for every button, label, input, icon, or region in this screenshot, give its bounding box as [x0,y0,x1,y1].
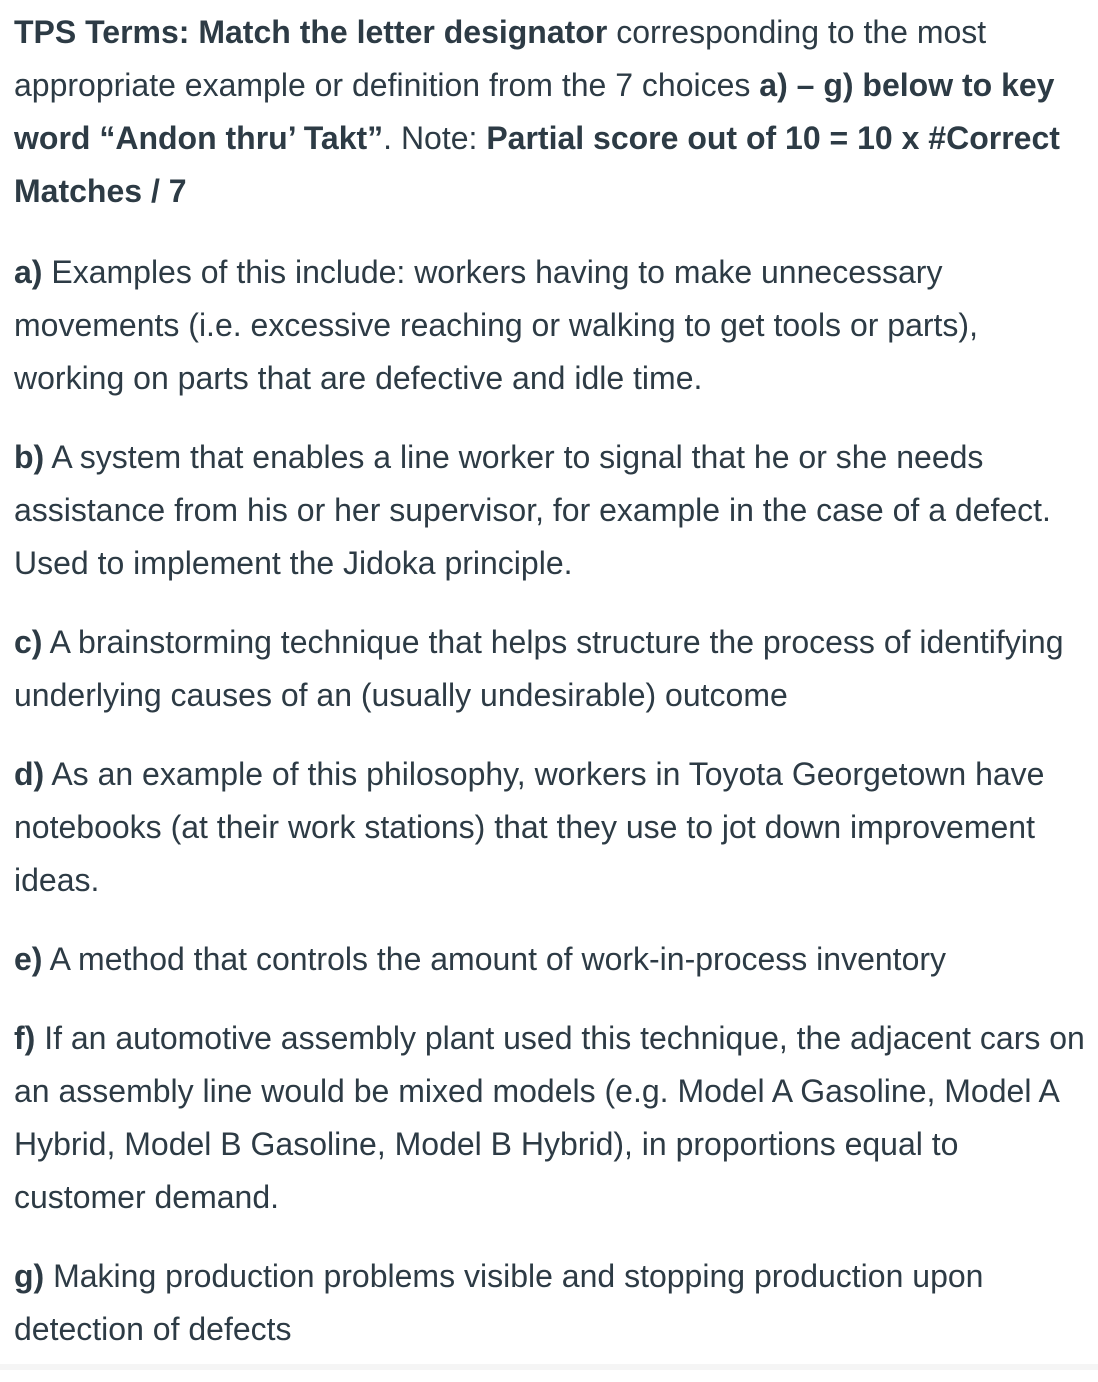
choices-range: a) – g) below to key word “Andon thru’ Takt” [14,67,1055,156]
choice-letter: d) [14,756,45,792]
choice-text: A method that controls the amount of work-in-process inventory [42,941,947,977]
choice-text: Examples of this include: workers having to make unnecessary movements (i.e. excessive reaching or walking to get tools or parts), working on parts that are defective and idle time. [14,254,978,396]
page-bottom-edge [0,1364,1098,1370]
scoring-rule: Partial score out of 10 = 10 x #Correct Matches / 7 [14,120,1060,209]
choice-f [14,1012,1092,1224]
choice-text: A brainstorming technique that helps structure the process of identifying underlying causes of an (usually undesirable) outcome [14,624,1064,713]
choice-e [14,933,1092,986]
choice-letter: e) [14,941,43,977]
choice-letter: f) [14,1020,36,1056]
instructions-text: corresponding to the most appropriate example or definition from the 7 choices [14,14,987,103]
choice-text: A system that enables a line worker to signal that he or she needs assistance from his or her supervisor, for example in the case of a defect. Used to implement the Jidoka principle. [14,439,1051,581]
question-instructions [14,6,1092,218]
choice-letter: a) [14,254,43,290]
choice-letter: c) [14,624,43,660]
choice-text: If an automotive assembly plant used this technique, the adjacent cars on an assembly line would be mixed models (e.g. Model A Gasoline, Model A Hybrid, Model B Gasoline, Model B Hybrid), in proportions equal to customer demand. [14,1020,1085,1215]
choice-d [14,748,1092,907]
note-label: . Note: [383,120,487,156]
instructions-title: TPS Terms: Match the letter designator [14,14,608,50]
choice-a [14,246,1092,405]
choice-b [14,431,1092,590]
choice-g [14,1250,1092,1356]
choice-letter: g) [14,1258,45,1294]
choice-text: As an example of this philosophy, workers in Toyota Georgetown have notebooks (at their work stations) that they use to jot down improvement ideas. [14,756,1045,898]
question-content [14,6,1092,1382]
choice-letter: b) [14,439,45,475]
choice-c [14,616,1092,722]
choice-text: Making production problems visible and stopping production upon detection of defects [14,1258,984,1347]
